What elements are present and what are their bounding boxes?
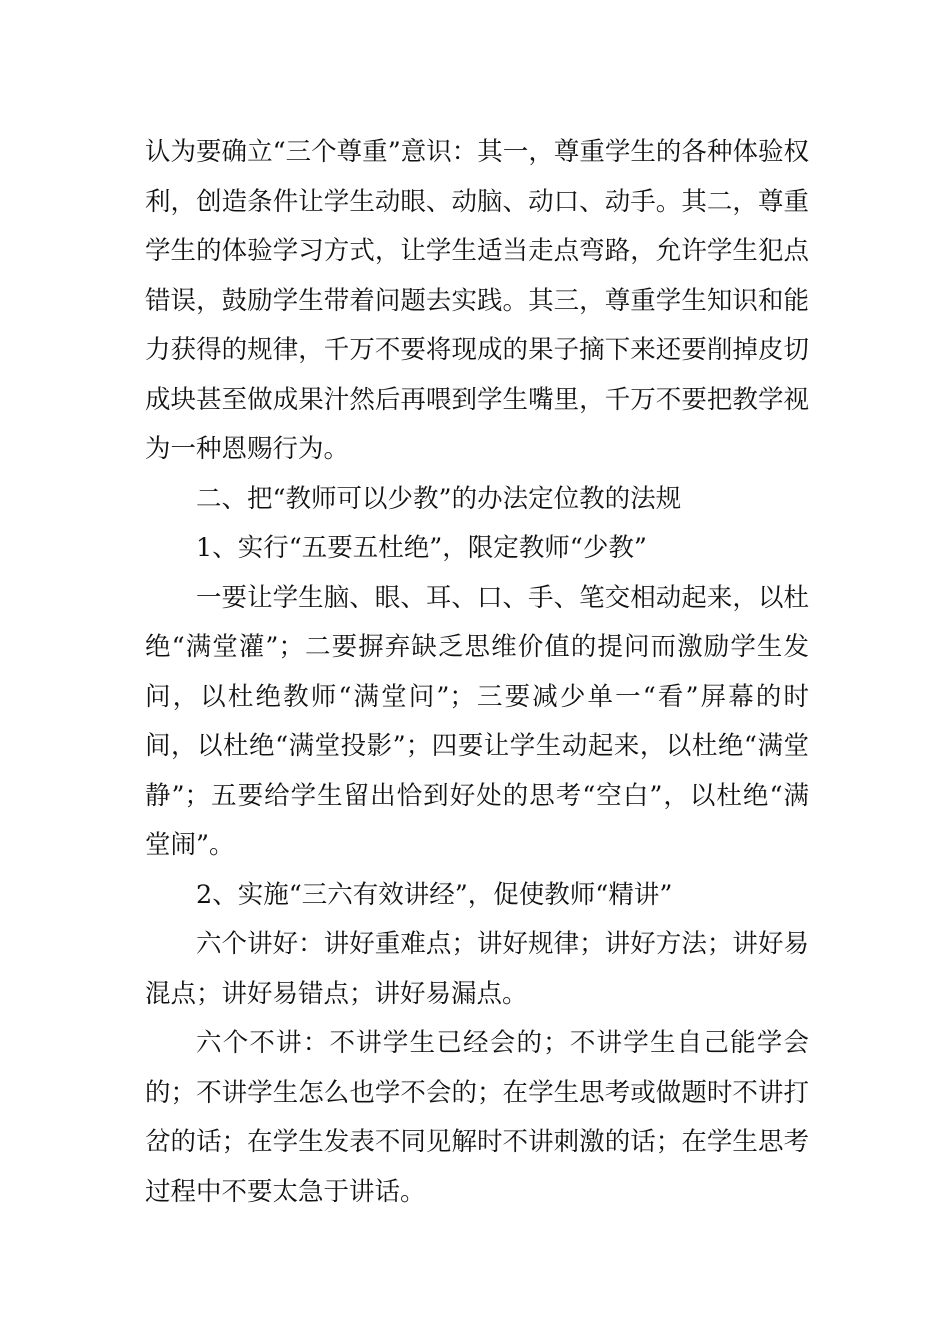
document-page (145, 128, 809, 1217)
body-paragraph-five-rules: 一要让学生脑、眼、耳、口、手、笔交相动起来，以杜绝“满堂灌”；二要摒弃缺乏思维价值的提问而激励学生发问，以杜绝教师“满堂问”；三要减少单一“看”屏幕的时间，以杜绝“满堂投影”；四要让学生动起来，以杜绝“满堂静”；五要给学生留出恰到好处的思考“空白”，以杜绝“满堂闹”。 (145, 582, 809, 860)
body-paragraph-six-dont: 六个不讲：不讲学生已经会的；不讲学生自己能学会的；不讲学生怎么也学不会的；在学生思考或做题时不讲打岔的话；在学生发表不同见解时不讲刺激的话；在学生思考过程中不要太急于讲话。 (145, 1028, 809, 1207)
section-heading: 二、把“教师可以少教”的办法定位教的法规 (196, 483, 682, 514)
subsection-heading-1: 1、实行“五要五杜绝”，限定教师“少教” (196, 533, 647, 563)
body-paragraph-continued: 认为要确立“三个尊重”意识：其一，尊重学生的各种体验权利，创造条件让学生动眼、动脑、动口、动手。其二，尊重学生的体验学习方式，让学生适当走点弯路，允许学生犯点错误，鼓励学生带着问题去实践。其三，尊重学生知识和能力获得的规律，千万不要将现成的果子摘下来还要削掉皮切成块甚至做成果汁然后再喂到学生嘴里，千万不要把教学视为一种恩赐行为。 (145, 137, 809, 464)
subsection-heading-2: 2、实施“三六有效讲经”，促使教师“精讲” (196, 879, 673, 910)
body-paragraph-six-do: 六个讲好：讲好重难点；讲好规律；讲好方法；讲好易混点；讲好易错点；讲好易漏点。 (145, 929, 809, 1009)
